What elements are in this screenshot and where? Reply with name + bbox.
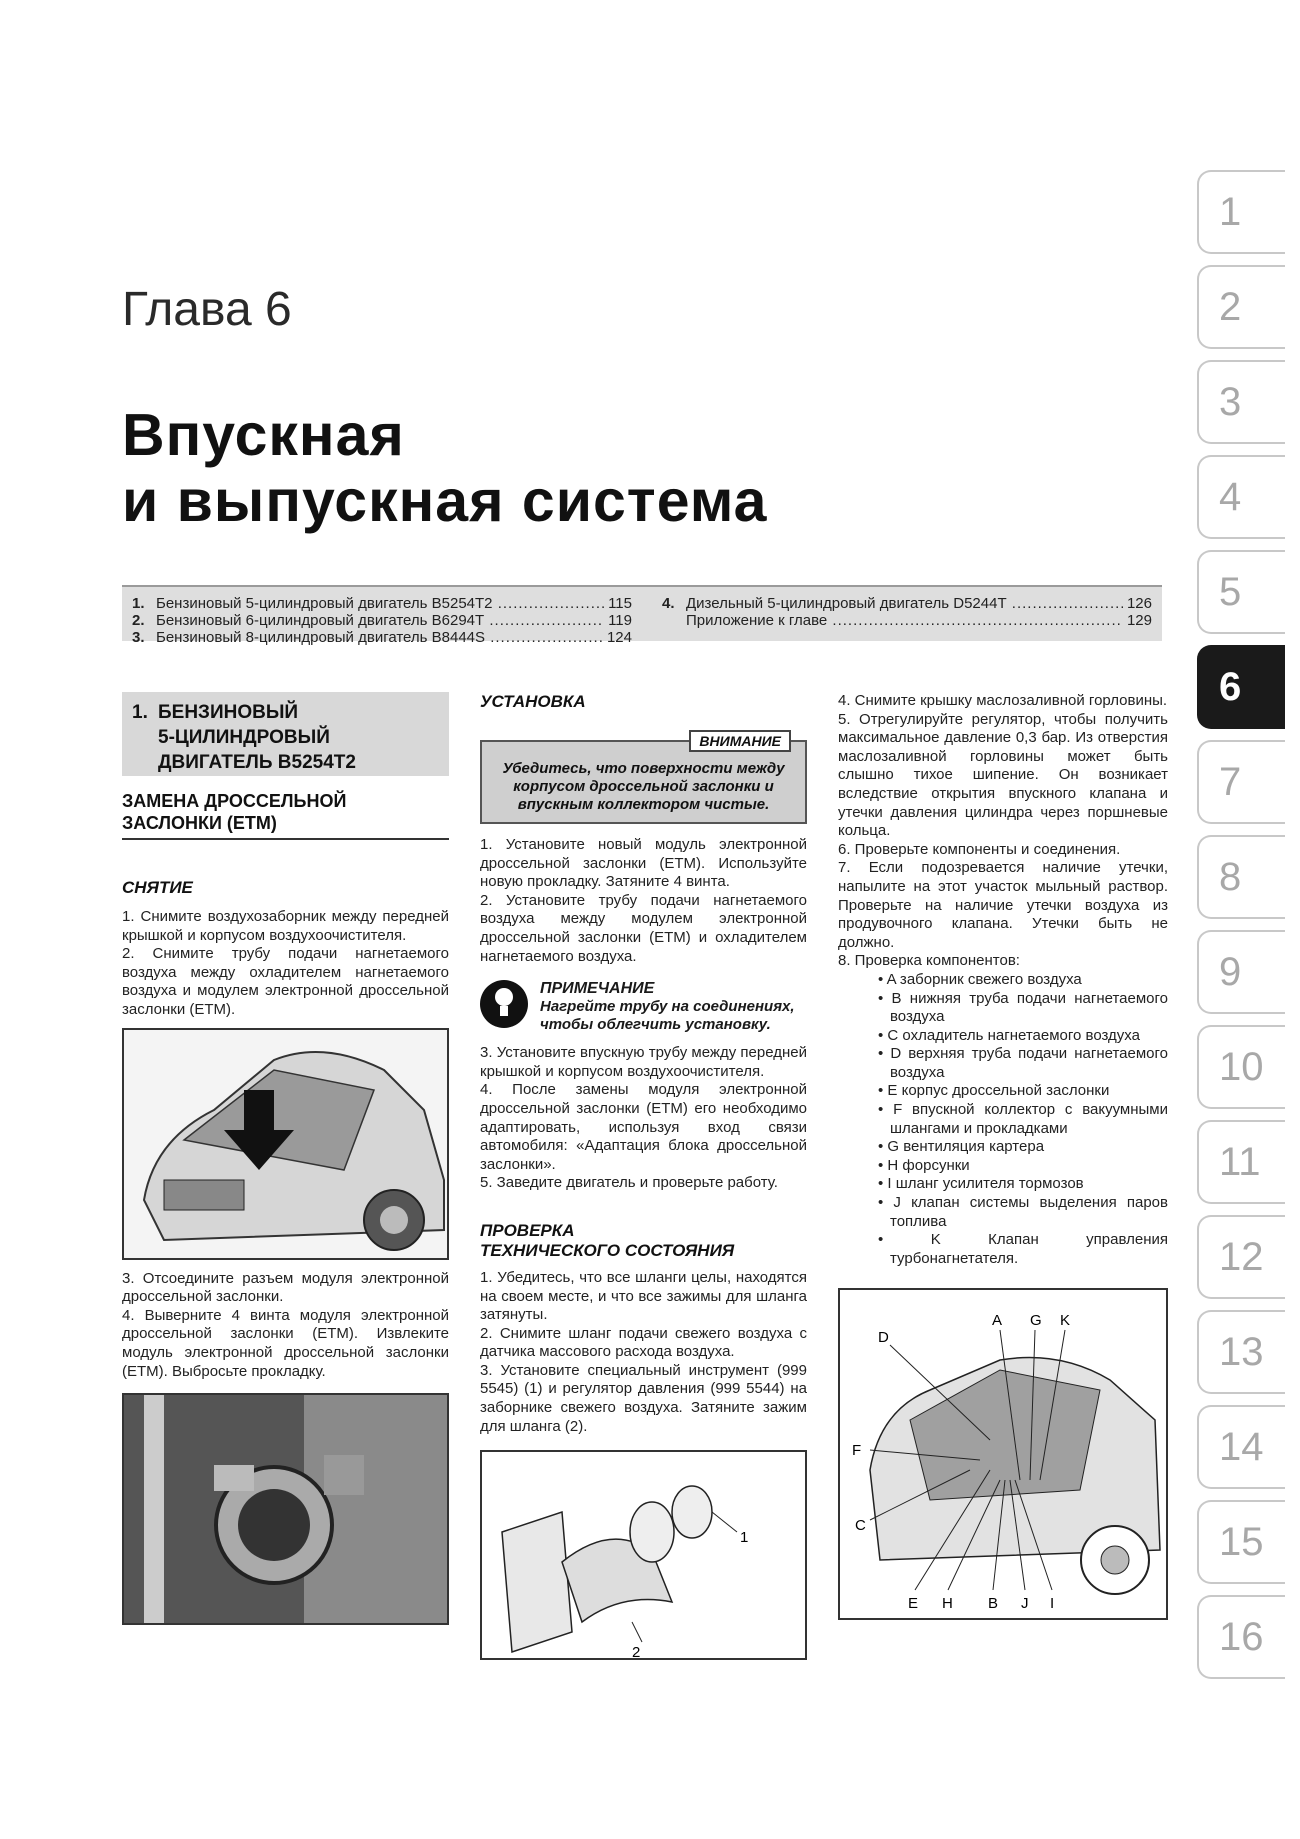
table-of-contents <box>122 585 1162 646</box>
step-2: 2. Снимите трубу подачи нагнетаемого воздуха между охладителем нагнетаемого воздуха и модулем электронной дроссельной заслонки (ETM). <box>122 945 449 1018</box>
column-1 <box>122 692 449 1625</box>
label-F: F <box>852 1442 862 1460</box>
install-step-2: 2. Установите трубу подачи нагнетаемого воздуха между модулем электронной дроссельной заслонки (ETM) и охладителем нагнетаемого воздуха. <box>480 891 807 965</box>
fig-label-1: 1 <box>740 1529 749 1547</box>
column-2 <box>480 692 807 1660</box>
step-3: 3. Отсоедините разъем модуля электронной дроссельной заслонки. <box>122 1269 449 1306</box>
chapter-tab-8[interactable]: 8 <box>1197 835 1285 919</box>
toc-page: 129 <box>1126 612 1152 629</box>
component-item: • H форсунки <box>878 1156 970 1174</box>
label-C: C <box>855 1517 866 1535</box>
label-B: B <box>988 1595 999 1613</box>
install-step-4: 4. После замены модуля электронной дроссельной заслонки (ETM) его необходимо адаптировать, используя вход связи автомобиля: «Адаптация блока дроссельной заслонки». <box>480 1081 807 1173</box>
toc-num: 2. <box>132 612 145 629</box>
toc-num: 4. <box>662 595 675 612</box>
note-text: Нагрейте трубу на соединениях, чтобы облегчить установку. <box>540 998 795 1034</box>
subsection-heading: ЗАМЕНА ДРОССЕЛЬНОЙ ЗАСЛОНКИ (ETM) <box>122 790 449 840</box>
check-step-2: 2. Снимите шланг подачи свежего воздуха с датчика массового расхода воздуха. <box>480 1324 807 1361</box>
component-item: • B нижняя труба подачи нагнетаемого воздуха <box>878 989 1168 1026</box>
install-step-1: 1. Установите новый модуль электронной дроссельной заслонки (ETM). Используйте новую прокладку. Затяните 4 винта. <box>480 836 807 891</box>
car-engine-bay-figure <box>122 1028 449 1260</box>
chapter-tab-15[interactable]: 15 <box>1197 1500 1285 1584</box>
step-5: 5. Отрегулируйте регулятор, чтобы получить максимальное давление 0,3 бар. Из отверстия маслозаливной горловины может быть слышно тихое шипение. Он возникает вследствие открытия впускного клапана и утечки давления цилиндра через поршневые кольца. <box>838 710 1168 840</box>
engine-diagram <box>840 1290 1168 1620</box>
toc-right <box>652 595 1152 629</box>
check-step-1: 1. Убедитесь, что все шланги целы, находятся на своем месте, и что все зажимы для шланга затянуты. <box>480 1268 807 1324</box>
note-box <box>480 980 807 1034</box>
toc-text: Приложение к главе ..... <box>686 612 1123 629</box>
section-title-line: 5-ЦИЛИНДРОВЫЙ <box>158 727 330 748</box>
attention-label: ВНИМАНИЕ <box>689 730 791 752</box>
step-6: 6. Проверьте компоненты и соединения. <box>838 840 1121 858</box>
label-H: H <box>942 1595 953 1613</box>
toc-num: 3. <box>132 629 145 646</box>
chapter-tab-9[interactable]: 9 <box>1197 930 1285 1014</box>
chapter-tab-7[interactable]: 7 <box>1197 740 1285 824</box>
toc-entry[interactable] <box>652 612 1152 629</box>
step-8: 8. Проверка компонентов: <box>838 952 1020 970</box>
lightbulb-icon <box>480 980 528 1028</box>
toc-page: 124 <box>606 629 632 646</box>
component-item: • C охладитель нагнетаемого воздуха <box>878 1026 1140 1044</box>
section-title-line: БЕНЗИНОВЫЙ <box>158 702 299 723</box>
component-item: • E корпус дроссельной заслонки <box>878 1082 1110 1100</box>
toc-entry[interactable] <box>122 595 632 612</box>
check-heading-line: ТЕХНИЧЕСКОГО СОСТОЯНИЯ <box>480 1240 735 1260</box>
component-item: • K Клапан управления турбонагнетателя. <box>878 1231 1168 1267</box>
component-item: • A заборник свежего воздуха <box>878 970 1082 988</box>
note-heading: ПРИМЕЧАНИЕ <box>540 980 655 998</box>
chapter-tab-13[interactable]: 13 <box>1197 1310 1285 1394</box>
engine-components-figure <box>838 1288 1168 1620</box>
chapter-tab-10[interactable]: 10 <box>1197 1025 1285 1109</box>
tool-illustration <box>482 1452 807 1660</box>
toc-text: Бензиновый 8-цилиндровый двигатель B8444S ..... <box>156 629 603 646</box>
label-J: J <box>1021 1595 1029 1613</box>
toc-entry[interactable] <box>122 612 632 629</box>
car-illustration <box>124 1030 449 1260</box>
label-D: D <box>878 1329 889 1347</box>
label-K: K <box>1060 1312 1071 1330</box>
section-number: 1. <box>132 702 148 723</box>
component-item: • I шланг усилителя тормозов <box>878 1175 1084 1193</box>
toc-left <box>122 595 632 646</box>
section-box <box>122 692 449 776</box>
chapter-label: Глава 6 <box>122 283 292 336</box>
attention-box <box>480 733 807 824</box>
attention-text: Убедитесь, что поверхности между корпусом дроссельной заслонки и впускным коллектором чистые. <box>502 760 785 813</box>
tool-install-figure <box>480 1450 807 1660</box>
check-heading <box>480 1221 807 1261</box>
step-4: 4. Выверните 4 винта модуля электронной дроссельной заслонки (ETM). Извлеките модуль электронной дроссельной заслонки (ETM). Выбросьте прокладку. <box>122 1306 449 1380</box>
toc-text: Бензиновый 5-цилиндровый двигатель B5254T2 ..... <box>156 595 604 612</box>
chapter-tab-4[interactable]: 4 <box>1197 455 1285 539</box>
chapter-tab-14[interactable]: 14 <box>1197 1405 1285 1489</box>
toc-page: 126 <box>1126 595 1152 612</box>
install-step-3: 3. Установите впускную трубу между передней крышкой и корпусом воздухоочистителя. <box>480 1044 807 1080</box>
removal-heading: СНЯТИЕ <box>122 878 193 897</box>
install-step-5: 5. Заведите двигатель и проверьте работу. <box>480 1174 778 1192</box>
toc-text: Бензиновый 6-цилиндровый двигатель B6294T ..... <box>156 612 604 629</box>
section-title-line: ДВИГАТЕЛЬ B5254T2 <box>158 752 356 773</box>
throttle-body-photo <box>122 1393 449 1625</box>
check-heading-line: ПРОВЕРКА <box>480 1220 575 1240</box>
page-title <box>122 402 767 534</box>
column-3 <box>838 692 1168 1620</box>
label-A: A <box>992 1312 1003 1330</box>
chapter-tab-12[interactable]: 12 <box>1197 1215 1285 1299</box>
toc-text: Дизельный 5-цилиндровый двигатель D5244T ..... <box>686 595 1123 612</box>
install-heading: УСТАНОВКА <box>480 692 586 711</box>
component-item: • J клапан системы выделения паров топлива <box>878 1194 1168 1230</box>
title-line-1: Впускная <box>122 402 405 468</box>
throttle-illustration <box>124 1395 449 1625</box>
toc-num <box>652 612 686 629</box>
chapter-tab-2[interactable]: 2 <box>1197 265 1285 349</box>
chapter-tab-5[interactable]: 5 <box>1197 550 1285 634</box>
title-line-2: и выпускная система <box>122 468 768 534</box>
step-1: 1. Снимите воздухозаборник между передней крышкой и корпусом воздухоочистителя. <box>122 908 449 944</box>
chapter-tab-6-active[interactable]: 6 <box>1197 645 1285 729</box>
component-item: • G вентиляция картера <box>878 1138 1045 1156</box>
fig-label-2: 2 <box>632 1644 641 1661</box>
chapter-tab-11[interactable]: 11 <box>1197 1120 1285 1204</box>
chapter-tab-1[interactable]: 1 <box>1197 170 1285 254</box>
chapter-tab-16[interactable]: 16 <box>1197 1595 1285 1679</box>
toc-entry[interactable] <box>652 595 1152 612</box>
toc-entry[interactable] <box>122 629 632 646</box>
component-item: • D верхняя труба подачи нагнетаемого воздуха <box>878 1045 1168 1081</box>
chapter-tab-3[interactable]: 3 <box>1197 360 1285 444</box>
label-G: G <box>1030 1312 1042 1330</box>
label-E: E <box>908 1595 919 1613</box>
check-step-3: 3. Установите специальный инструмент (999 5545) (1) и регулятор давления (999 5544) на заборнике свежего воздуха. Затяните зажим для шланга (2). <box>480 1361 807 1435</box>
component-item: • F впускной коллектор с вакуумными шлангами и прокладками <box>878 1101 1168 1137</box>
toc-page: 115 <box>608 595 632 612</box>
step-7: 7. Если подозревается наличие утечки, напылите на этот участок мыльный раствор. Проверьте на наличие утечки воздуха из продувочного клапана. Утечки быть не должно. <box>838 859 1168 951</box>
label-I: I <box>1050 1595 1055 1613</box>
step-4: 4. Снимите крышку маслозаливной горловины. <box>838 692 1168 709</box>
toc-page: 119 <box>608 612 632 629</box>
toc-num: 1. <box>132 595 145 612</box>
